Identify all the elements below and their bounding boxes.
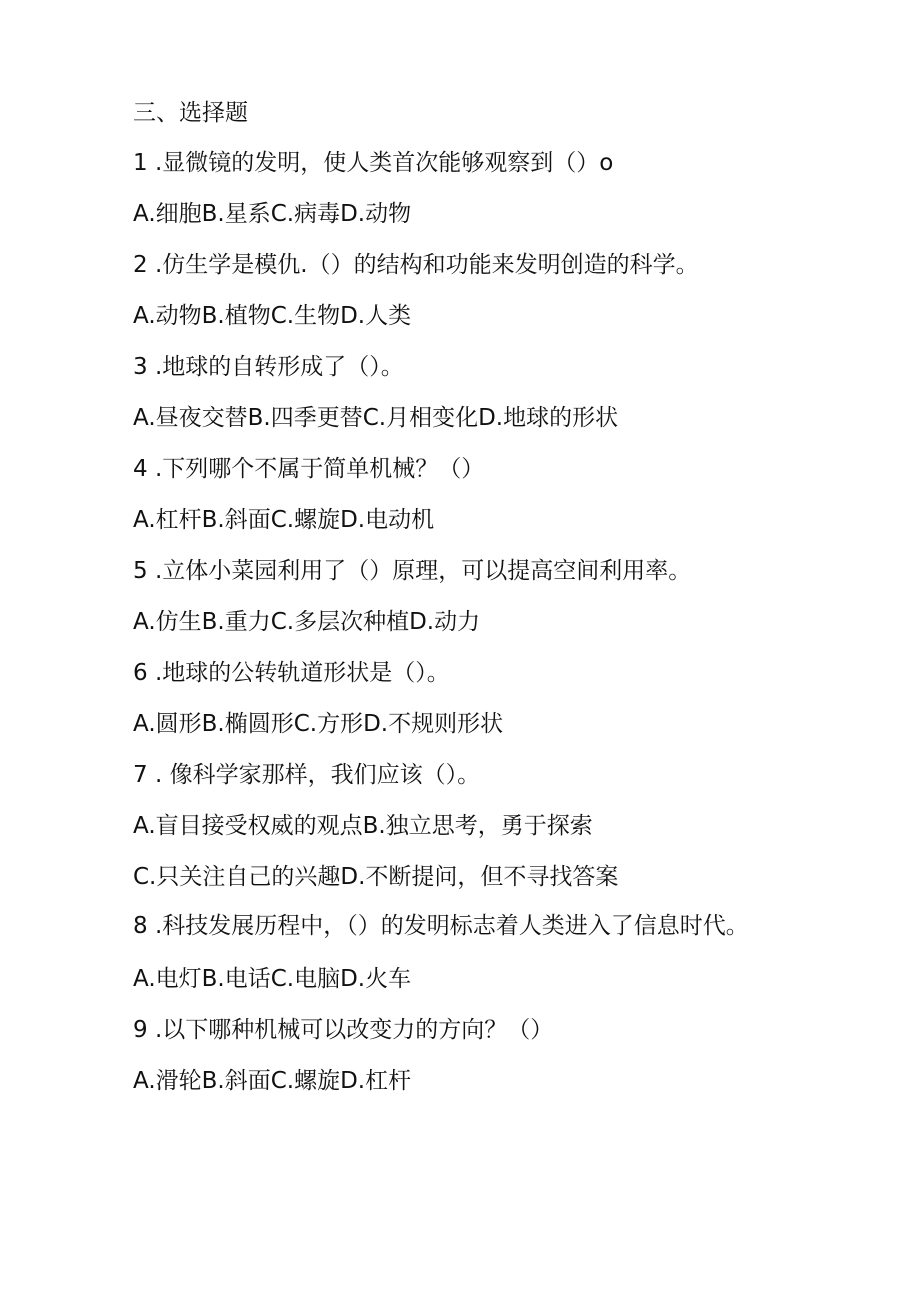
section-title: 三、选择题 (133, 100, 248, 126)
question-3: 3 .地球的自转形成了（）。 (133, 354, 404, 380)
question-8: 8 .科技发展历程中，（）的发明标志着人类进入了信息时代。 (133, 913, 749, 939)
question-1-options: A.细胞B.星系C.病毒D.动物 (133, 201, 412, 227)
question-8-options: A.电灯B.电话C.电脑D.火车 (133, 966, 412, 992)
question-9: 9 .以下哪种机械可以改变力的方向？（） (133, 1017, 554, 1043)
question-2-options: A.动物B.植物C.生物D.人类 (133, 303, 412, 329)
question-7: 7 . 像科学家那样，我们应该（）。 (133, 762, 481, 788)
question-4-options: A.杠杆B.斜面C.螺旋D.电动机 (133, 507, 435, 533)
question-1: 1 .显微镜的发明，使人类首次能够观察到（）o (133, 150, 614, 176)
question-4: 4 .下列哪个不属于简单机械？（） (133, 456, 485, 482)
question-9-options: A.滑轮B.斜面C.螺旋D.杠杆 (133, 1068, 412, 1094)
question-7-options-ab: A.盲目接受权威的观点B.独立思考，勇于探索 (133, 813, 593, 839)
question-5-options: A.仿生B.重力C.多层次种植D.动力 (133, 609, 481, 635)
question-6-options: A.圆形B.椭圆形C.方形D.不规则形状 (133, 711, 504, 737)
question-6: 6 .地球的公转轨道形状是（）。 (133, 660, 450, 686)
question-2: 2 .仿生学是模仇.（）的结构和功能来发明创造的科学。 (133, 252, 699, 278)
question-7-options-cd: C.只关注自己的兴趣D.不断提问，但不寻找答案 (133, 864, 619, 890)
worksheet-page (133, 96, 773, 1115)
question-5: 5 .立体小菜园利用了（）原理，可以提高空间利用率。 (133, 558, 692, 584)
question-3-options: A.昼夜交替B.四季更替C.月相变化D.地球的形状 (133, 405, 619, 431)
